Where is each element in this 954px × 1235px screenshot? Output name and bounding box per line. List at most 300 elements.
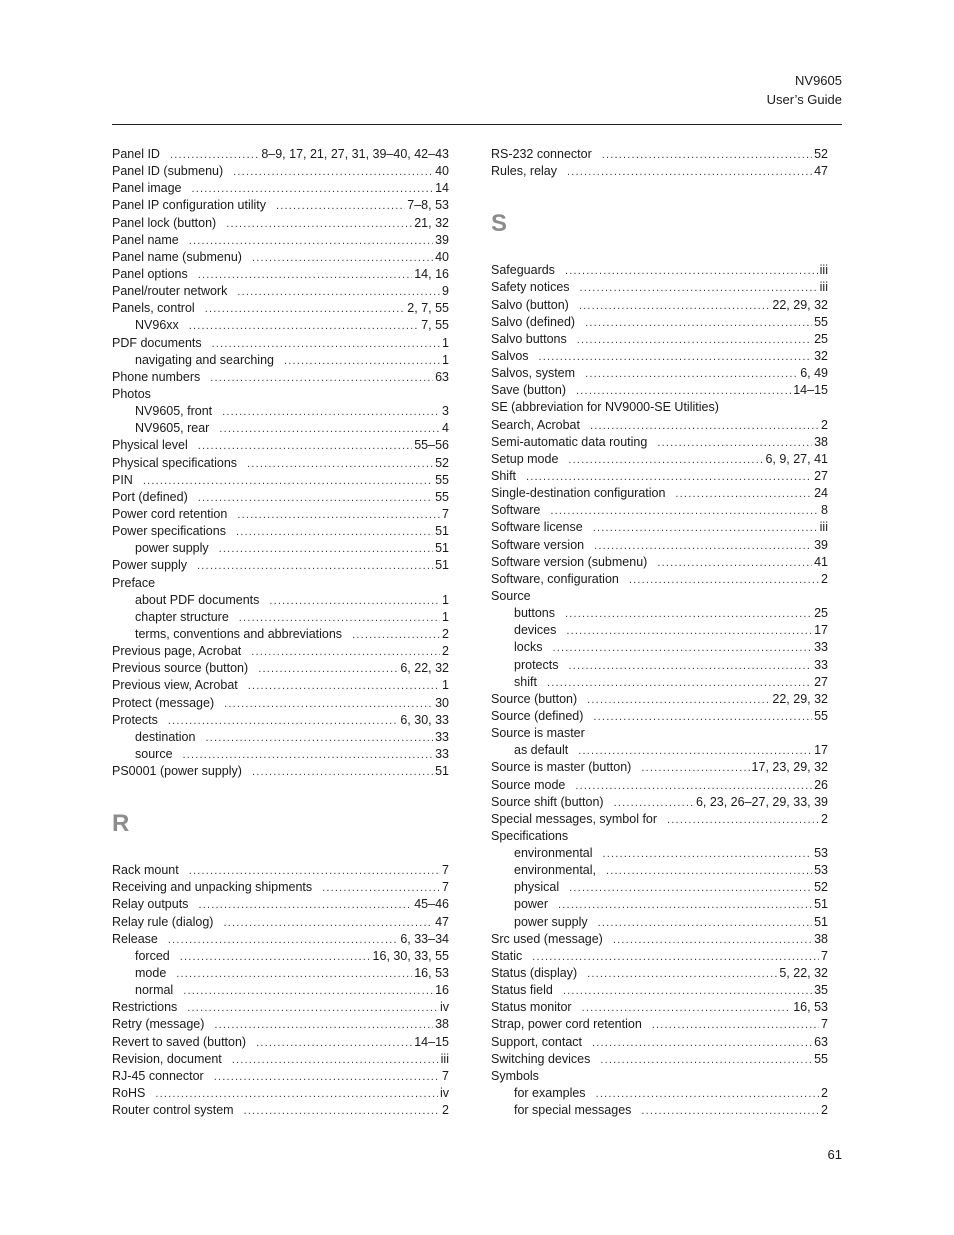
index-page-refs[interactable]: 2 [821,1086,828,1101]
dot-leader [596,1086,819,1103]
index-term: NV96xx [135,318,179,333]
dot-leader [192,181,434,198]
index-term: Safeguards [491,263,555,278]
dot-leader [580,280,818,297]
index-page-refs[interactable]: 25 [814,606,828,621]
index-term: Strap, power cord retention [491,1017,642,1032]
index-subentry [112,626,449,643]
index-page-refs[interactable]: 1 [442,592,449,607]
index-term: Source (defined) [491,708,584,723]
dot-leader [276,198,405,215]
index-page-refs[interactable]: 22, 29, 32 [772,297,828,312]
index-page-refs[interactable]: 2 [821,571,828,586]
index-term: Receiving and unpacking shipments [112,880,313,895]
index-page-refs[interactable]: 9 [442,284,449,299]
dot-leader [526,469,812,486]
index-term: Power supply [112,558,188,573]
index-entry [491,708,828,725]
dot-leader [602,147,812,164]
index-term: Rules, relay [491,164,557,179]
index-page-refs[interactable]: 2 [821,811,828,826]
index-page-refs[interactable]: 22, 29, 32 [772,691,828,706]
index-column-right [491,146,828,1119]
index-term: Revision, document [112,1051,222,1066]
index-page-refs[interactable]: 51 [435,764,449,779]
index-page-refs[interactable]: 55–56 [414,438,449,453]
index-page-refs[interactable]: 27 [814,674,828,689]
index-page-refs[interactable]: 1 [442,609,449,624]
index-term: Source mode [491,777,566,792]
index-page-refs[interactable]: iii [819,280,828,295]
index-subentry [491,674,828,691]
index-entry [112,557,449,574]
index-subentry [491,605,828,622]
index-entry [491,1034,828,1051]
index-entry [112,862,449,879]
index-term: Salvos, system [491,366,576,381]
dot-leader [252,250,433,267]
index-term: Panel/router network [112,284,228,299]
index-page-refs[interactable]: 41 [814,554,828,569]
dot-leader [248,678,440,695]
index-entry [112,914,449,931]
index-page-refs[interactable]: 3 [442,404,449,419]
dot-leader [233,164,433,181]
index-page-refs[interactable]: 4 [442,421,449,436]
index-term: environmental [514,846,593,861]
index-page-refs[interactable]: 30 [435,695,449,710]
index-page-refs[interactable]: 16, 53 [793,1000,828,1015]
index-page-refs[interactable]: 8–9, 17, 21, 27, 31, 39–40, 42–43 [261,147,449,161]
index-page-refs[interactable]: 38 [814,434,828,449]
index-page-refs[interactable]: 16, 30, 33, 55 [372,948,449,963]
index-term: Panel lock (button) [112,215,217,230]
index-term: Relay outputs [112,897,189,912]
index-page-refs[interactable]: 7 [821,1017,828,1032]
index-subentry [491,1102,828,1119]
index-entry [491,828,828,845]
index-page-refs[interactable]: 17 [814,623,828,638]
index-term: Protects [112,712,158,727]
index-page-refs[interactable]: 5, 22, 32 [779,966,828,981]
index-entry [491,948,828,965]
index-page-refs[interactable]: 51 [435,541,449,556]
index-entry [112,472,449,489]
index-page-refs[interactable]: 1 [442,678,449,693]
index-page-refs[interactable]: 24 [814,486,828,501]
dot-leader [258,661,398,678]
dot-leader [189,318,419,335]
index-page-refs[interactable]: 2 [442,626,449,641]
index-term: Previous source (button) [112,661,249,676]
index-page-refs[interactable]: 7 [821,948,828,963]
index-entry [112,249,449,266]
index-term: Panel options [112,266,188,281]
index-page-refs[interactable]: 40 [435,164,449,179]
dot-leader [198,897,412,914]
index-term: Save (button) [491,383,567,398]
page-number: 61 [827,1147,842,1162]
index-term: Support, contact [491,1034,583,1049]
index-subentry [112,965,449,982]
dot-leader [143,473,433,490]
dot-leader [236,524,433,541]
index-term: buttons [514,606,556,621]
index-page-refs[interactable]: 52 [435,455,449,470]
index-entry [112,879,449,896]
index-section-letter: R [112,810,130,838]
dot-leader [198,438,413,455]
dot-leader [565,263,818,280]
dot-leader [590,418,819,435]
index-subentry [112,352,449,369]
dot-leader [614,795,694,812]
index-term: mode [135,966,167,981]
index-page-refs[interactable]: iii [440,1051,449,1066]
index-page-refs[interactable]: 55 [814,1051,828,1066]
dot-leader [352,627,440,644]
index-entry [491,262,828,279]
dot-leader [222,404,440,421]
index-term: Source [491,588,531,603]
index-entry [491,794,828,811]
index-term: Shift [491,468,517,483]
index-term: Salvo buttons [491,331,567,346]
index-page-refs[interactable]: 17 [814,743,828,758]
dot-leader [606,863,812,880]
index-entry [491,931,828,948]
dot-leader [176,966,412,983]
index-page-refs[interactable]: 8 [821,503,828,518]
index-term: physical [514,880,560,895]
index-page-refs[interactable]: 55 [435,472,449,487]
index-term: Source is master [491,726,585,741]
header-rule [112,124,842,125]
index-page-refs[interactable]: 7 [442,880,449,895]
index-page-refs[interactable]: 47 [814,164,828,179]
index-term: Relay rule (dialog) [112,914,214,929]
index-entry [491,759,828,776]
index-page-refs[interactable]: 16 [435,983,449,998]
index-subentry [112,948,449,965]
index-term: Status field [491,983,553,998]
index-entry [491,691,828,708]
index-page-refs[interactable]: 2, 7, 55 [407,301,449,316]
index-term: chapter structure [135,609,229,624]
index-entry [491,502,828,519]
index-entry [112,1034,449,1051]
index-page-refs[interactable]: 14–15 [793,383,828,398]
index-entry [112,931,449,948]
index-entry [112,1068,449,1085]
index-term: Semi-automatic data routing [491,434,648,449]
dot-leader [587,692,770,709]
index-entry [491,365,828,382]
index-page-refs[interactable]: 47 [435,914,449,929]
index-term: Status monitor [491,1000,572,1015]
dot-leader [567,164,812,181]
index-entry [491,519,828,536]
index-entry [112,283,449,300]
index-entry [112,146,449,163]
dot-leader [189,863,440,880]
index-entry [112,695,449,712]
index-section-letter: S [491,210,508,238]
index-page-refs[interactable]: 55 [814,708,828,723]
index-entry [112,575,449,592]
dot-leader [657,435,812,452]
index-page-refs[interactable]: 38 [814,931,828,946]
index-entry [112,437,449,454]
index-page-refs[interactable]: 2 [442,1103,449,1118]
index-entry [491,1051,828,1068]
index-term: navigating and searching [135,352,274,367]
guide-title: User’s Guide [766,92,842,107]
index-page-refs[interactable]: 38 [435,1017,449,1032]
index-subentry [112,317,449,334]
dot-leader [582,1000,792,1017]
index-entry [112,197,449,214]
index-page-refs[interactable]: 27 [814,468,828,483]
index-term: PDF documents [112,335,202,350]
dot-leader [252,764,433,781]
dot-leader [652,1017,819,1034]
index-term: Preface [112,575,156,590]
index-term: destination [135,729,196,744]
index-page-refs[interactable]: 63 [435,369,449,384]
dot-leader [579,298,771,315]
index-page-refs[interactable]: 2 [821,417,828,432]
index-term: NV9605, rear [135,421,210,436]
index-term: Source shift (button) [491,794,604,809]
index-page-refs[interactable]: iii [819,520,828,535]
dot-leader [247,456,433,473]
index-page-refs[interactable]: 45–46 [414,897,449,912]
index-page-refs[interactable]: 6, 49 [800,366,828,381]
index-page-refs[interactable]: 51 [814,914,828,929]
index-page-refs[interactable]: iv [439,1086,449,1101]
dot-leader [244,1103,440,1120]
dot-leader [226,216,412,233]
index-page-refs[interactable]: 25 [814,331,828,346]
dot-leader [566,623,812,640]
index-page-refs[interactable]: 26 [814,777,828,792]
index-entry [491,297,828,314]
index-page-refs[interactable]: 21, 32 [414,215,449,230]
index-page-refs[interactable]: 7, 55 [421,318,449,333]
index-page-refs[interactable]: 1 [442,352,449,367]
index-subentry [491,896,828,913]
index-page-refs[interactable]: 6, 22, 32 [400,661,449,676]
index-entry [491,451,828,468]
index-term: normal [135,983,174,998]
index-term: Software license [491,520,583,535]
index-page-refs[interactable]: 33 [814,657,828,672]
index-page-refs[interactable]: 7 [442,863,449,878]
index-term: power supply [135,541,209,556]
index-entry [491,811,828,828]
index-subentry [491,657,828,674]
dot-leader [569,880,812,897]
index-page-refs[interactable]: 40 [435,249,449,264]
index-term: Source is master (button) [491,760,632,775]
index-page-refs[interactable]: 7 [442,506,449,521]
index-page-refs[interactable]: 52 [814,147,828,161]
dot-leader [657,555,812,572]
index-term: Protect (message) [112,695,215,710]
dot-leader [603,846,813,863]
dot-leader [593,709,812,726]
index-term: Software version (submenu) [491,554,648,569]
dot-leader [170,147,259,164]
dot-leader [585,366,798,383]
index-term: Photos [112,386,151,401]
index-page-refs[interactable]: 16, 53 [414,966,449,981]
dot-leader [168,932,398,949]
index-entry [112,335,449,352]
index-term: Symbols [491,1068,539,1083]
index-page-refs[interactable]: 1 [442,335,449,350]
dot-leader [224,696,433,713]
index-page-refs[interactable]: 17, 23, 29, 32 [751,760,828,775]
index-subentry [491,742,828,759]
index-entry [112,266,449,283]
index-page-refs[interactable]: 33 [435,729,449,744]
dot-leader [613,932,812,949]
dot-leader [232,1052,439,1069]
dot-leader [600,1052,812,1069]
index-term: Salvos [491,348,529,363]
index-term: Src used (message) [491,931,603,946]
index-page-refs[interactable]: 53 [814,863,828,878]
index-page-refs[interactable]: 7–8, 53 [407,198,449,213]
index-term: Software, configuration [491,571,619,586]
index-term: source [135,746,173,761]
index-page-refs[interactable]: 63 [814,1034,828,1049]
index-entry [491,279,828,296]
index-term: Panel ID [112,147,160,161]
index-term: Panel IP configuration utility [112,198,267,213]
index-page-refs[interactable]: 33 [435,746,449,761]
index-term: Panel image [112,181,182,196]
index-page-refs[interactable]: 55 [814,314,828,329]
dot-leader [183,747,434,764]
index-page-refs[interactable]: 14–15 [414,1034,449,1049]
index-term: devices [514,623,557,638]
index-entry [491,588,828,605]
index-entry [491,777,828,794]
index-page-refs[interactable]: 39 [814,537,828,552]
index-term: for special messages [514,1103,632,1118]
index-entry [112,163,449,180]
index-entry [112,643,449,660]
page-header [767,71,842,109]
index-page-refs[interactable]: 6, 9, 27, 41 [765,451,828,466]
index-term: Software version [491,537,585,552]
dot-leader [594,538,812,555]
index-entry [491,965,828,982]
index-term: Power cord retention [112,506,228,521]
index-page-refs[interactable]: 51 [435,524,449,539]
index-entry [112,455,449,472]
index-page-refs[interactable]: 39 [435,232,449,247]
index-entry [491,163,828,180]
index-entry [491,468,828,485]
dot-leader [577,332,812,349]
index-page-refs[interactable]: 7 [442,1068,449,1083]
index-term: environmental, [514,863,596,878]
dot-leader [214,1069,440,1086]
index-entry [112,489,449,506]
index-subentry [491,914,828,931]
dot-leader [598,915,812,932]
index-entry [112,999,449,1016]
index-page-refs[interactable]: 52 [814,880,828,895]
index-page-refs[interactable]: 32 [814,348,828,363]
dot-leader [667,812,819,829]
dot-leader [198,267,412,284]
index-page-refs[interactable]: 35 [814,983,828,998]
index-entry [491,554,828,571]
index-entry [112,763,449,780]
dot-leader [675,486,812,503]
index-term: Panels, control [112,301,195,316]
index-page-refs[interactable]: 51 [814,897,828,912]
product-name: NV9605 [795,73,842,88]
index-term: NV9605, front [135,404,213,419]
index-subentry [112,746,449,763]
dot-leader [237,507,440,524]
index-page-refs[interactable]: 33 [814,640,828,655]
dot-leader [532,949,819,966]
index-entry [112,180,449,197]
index-term: Retry (message) [112,1017,205,1032]
index-subentry [112,982,449,999]
index-entry [112,215,449,232]
index-page-refs[interactable]: 6, 23, 26–27, 29, 33, 39 [695,794,828,809]
index-page-refs[interactable]: iv [439,1000,449,1015]
index-subentry [112,420,449,437]
index-subentry [112,729,449,746]
index-term: Revert to saved (button) [112,1034,247,1049]
index-page-refs[interactable]: 2 [442,644,449,659]
dot-leader [210,370,433,387]
index-page-refs[interactable]: 6, 30, 33 [400,712,449,727]
index-term: power supply [514,914,588,929]
index-page-refs[interactable]: 2 [821,1103,828,1118]
index-page-refs[interactable]: 53 [814,846,828,861]
index-term: Physical specifications [112,455,238,470]
index-term: Single-destination configuration [491,486,666,501]
index-page-refs[interactable]: 14 [435,181,449,196]
index-page-refs[interactable]: 55 [435,489,449,504]
index-page-refs[interactable]: 6, 33–34 [400,931,449,946]
index-subentry [491,879,828,896]
dot-leader [565,606,812,623]
index-term: Panel name [112,232,179,247]
index-term: Panel name (submenu) [112,249,242,264]
dot-leader [239,610,440,627]
index-page-refs[interactable]: 51 [435,558,449,573]
dot-leader [550,503,819,520]
index-entry [491,982,828,999]
index-page-refs[interactable]: iii [819,263,828,278]
index-entry [112,386,449,403]
index-term: RJ-45 connector [112,1068,204,1083]
index-page-refs[interactable]: 14, 16 [414,266,449,281]
dot-leader [237,284,440,301]
index-entry [491,348,828,365]
